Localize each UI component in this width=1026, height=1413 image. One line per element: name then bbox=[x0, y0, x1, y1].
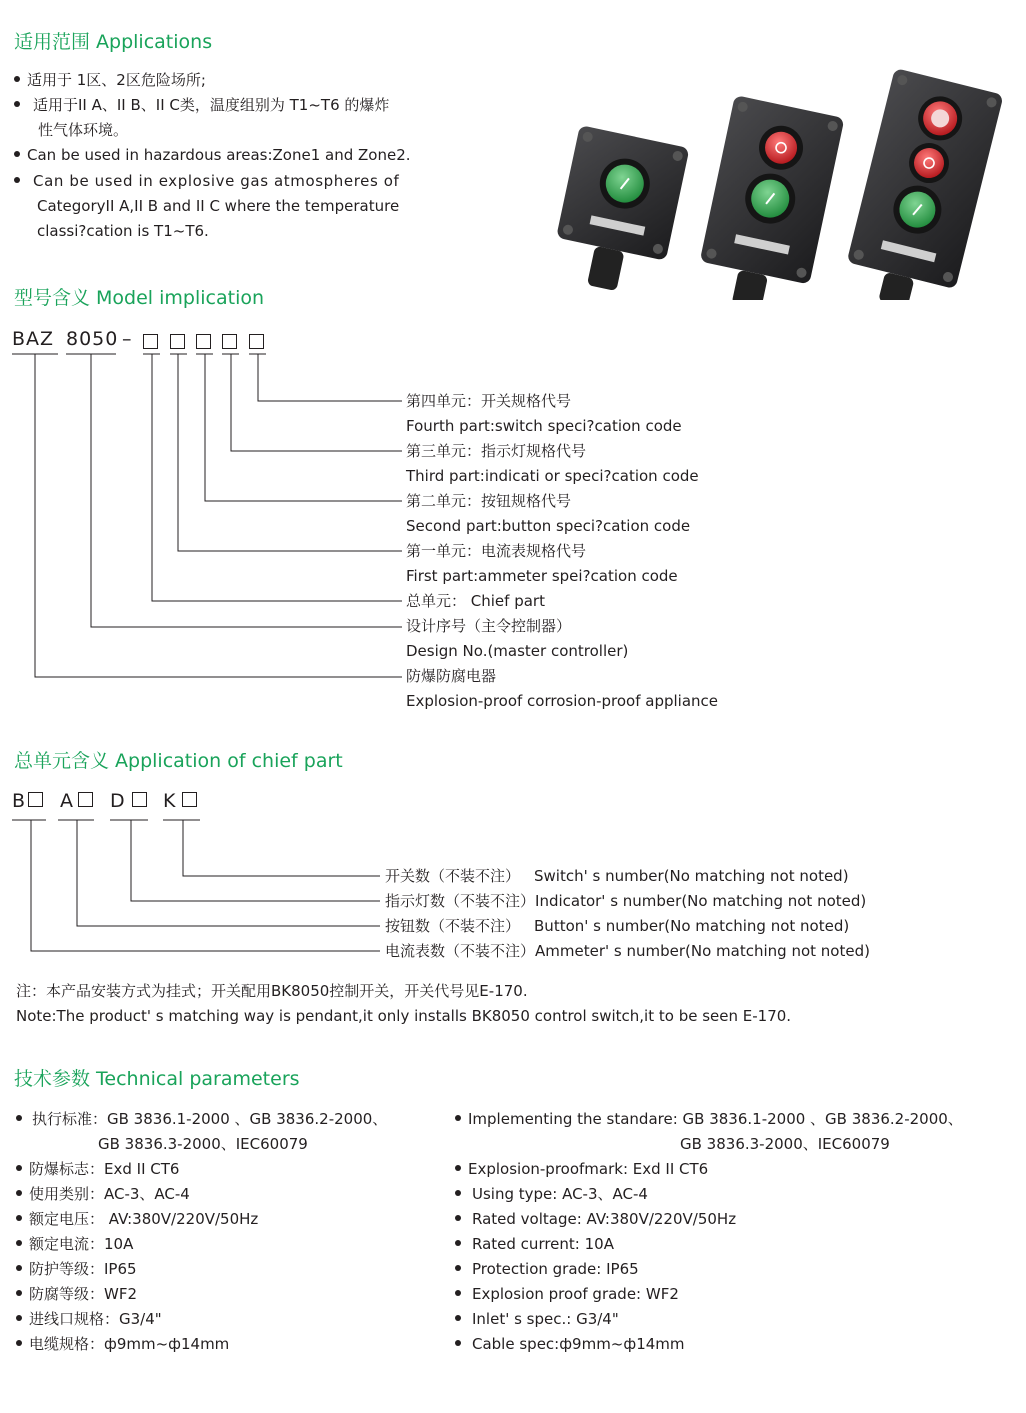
tech-cn-8: 进线口规格：G3/4" bbox=[16, 1307, 162, 1332]
tech-heading: 技术参数 Technical parameters bbox=[14, 1068, 300, 1090]
model-label-4-en: First part:ammeter spei?cation code bbox=[406, 567, 678, 585]
model-label-6-en: Design No.(master controller) bbox=[406, 642, 629, 660]
tech-cn-9: 电缆规格：ф9mm~ф14mm bbox=[16, 1332, 229, 1357]
bullet-icon bbox=[455, 1315, 461, 1321]
code-dash: – bbox=[122, 328, 133, 350]
bullet-icon bbox=[455, 1115, 461, 1121]
tech-en-4: Rated voltage: AV:380V/220V/50Hz bbox=[455, 1207, 736, 1232]
model-label-7-cn: 防爆防腐电器 bbox=[406, 667, 497, 685]
tech-en-7: Explosion proof grade: WF2 bbox=[455, 1282, 679, 1307]
code-box-4 bbox=[222, 333, 237, 352]
chief-row-1: 开关数（不装不注） Switch' s number(No matching not noted) bbox=[385, 867, 849, 885]
control-box-2 bbox=[692, 95, 844, 300]
bullet-icon bbox=[16, 1290, 22, 1296]
bullet-icon bbox=[16, 1340, 22, 1346]
model-label-1-cn: 第四单元：开关规格代号 bbox=[406, 392, 572, 410]
chief-letter-a: A bbox=[60, 790, 93, 812]
tech-cn-4: 额定电压： AV:380V/220V/50Hz bbox=[16, 1207, 258, 1232]
applications-heading: 适用范围 Applications bbox=[14, 31, 213, 53]
bullet-icon bbox=[455, 1165, 461, 1171]
app-en-2a-text: Can be used in explosive gas atmospheres of bbox=[33, 172, 400, 190]
bullet-icon bbox=[455, 1290, 461, 1296]
tech-en-1: GB 3836.3-2000、IEC60079 bbox=[680, 1135, 890, 1153]
model-label-6-cn: 设计序号（主令控制器） bbox=[406, 617, 572, 635]
bullet-icon bbox=[16, 1215, 22, 1221]
model-label-3-cn: 第二单元：按钮规格代号 bbox=[406, 492, 572, 510]
code-box-2 bbox=[170, 333, 185, 352]
model-label-3-en: Second part:button speci?cation code bbox=[406, 517, 691, 535]
app-en-1-text: Can be used in hazardous areas:Zone1 and Zone2. bbox=[27, 146, 411, 164]
tech-cn-6: 防护等级：IP65 bbox=[16, 1257, 137, 1282]
bullet-icon bbox=[455, 1265, 461, 1271]
chief-row-3: 按钮数（不装不注） Button' s number(No matching not noted) bbox=[385, 917, 850, 935]
tech-en-2: Explosion-proofmark: Exd II CT6 bbox=[455, 1157, 708, 1182]
bullet-icon bbox=[16, 1190, 22, 1196]
chief-letter-d: D bbox=[110, 790, 147, 812]
tech-cn-3: 使用类别：AC-3、AC-4 bbox=[16, 1182, 190, 1207]
model-label-4-cn: 第一单元：电流表规格代号 bbox=[406, 542, 587, 560]
bullet-icon bbox=[16, 1165, 22, 1171]
chief-row-2: 指示灯数（不装不注）Indicator' s number(No matching not noted) bbox=[385, 892, 867, 910]
tech-en-5: Rated current: 10A bbox=[455, 1232, 614, 1257]
note-en: Note:The product' s matching way is pendant,it only installs BK8050 control switch,it to be seen E-170. bbox=[16, 1007, 792, 1025]
control-box-1 bbox=[548, 125, 690, 300]
tech-cn-7: 防腐等级：WF2 bbox=[16, 1282, 137, 1307]
chief-letter-b: B bbox=[12, 790, 43, 812]
model-label-5-cn: 总单元： Chief part bbox=[406, 592, 545, 610]
bullet-icon bbox=[455, 1190, 461, 1196]
app-cn-2b-text: 性气体环境。 bbox=[38, 121, 129, 139]
tech-en-3: Using type: AC-3、AC-4 bbox=[455, 1182, 648, 1207]
model-label-7-en: Explosion-proof corrosion-proof appliance bbox=[406, 692, 718, 710]
code-box-1 bbox=[143, 333, 158, 352]
code-box-3 bbox=[196, 333, 211, 352]
app-en-2b-text: CategoryII A,II B and II C where the temperature bbox=[37, 197, 400, 215]
bullet-icon bbox=[455, 1340, 461, 1346]
bullet-icon bbox=[455, 1240, 461, 1246]
model-label-2-en: Third part:indicati or speci?cation code bbox=[406, 467, 699, 485]
tech-en-8: Inlet' s spec.: G3/4" bbox=[455, 1307, 619, 1332]
model-code bbox=[12, 328, 54, 350]
tech-cn-2: 防爆标志：Exd II CT6 bbox=[16, 1157, 179, 1182]
app-cn-2a-text: 适用于II A、II B、II C类，温度组别为 T1~T6 的爆炸 bbox=[33, 96, 390, 114]
chief-row-4: 电流表数（不装不注）Ammeter' s number(No matching not noted) bbox=[385, 942, 870, 960]
app-cn-1-text: 适用于 1区、2区危险场所; bbox=[27, 71, 206, 89]
app-en-2c-text: classi?cation is T1~T6. bbox=[37, 222, 209, 240]
product-photo bbox=[0, 0, 1026, 300]
chief-letter-k: K bbox=[163, 790, 197, 812]
tech-cn-0: 执行标准：GB 3836.1-2000 、GB 3836.2-2000、 bbox=[16, 1107, 387, 1132]
code-baz: BAZ bbox=[12, 328, 55, 350]
tech-en-6: Protection grade: IP65 bbox=[455, 1257, 639, 1282]
chief-heading: 总单元含义 Application of chief part bbox=[14, 750, 343, 772]
code-number: 8050 bbox=[66, 328, 119, 350]
model-label-2-cn: 第三单元：指示灯规格代号 bbox=[406, 442, 587, 460]
model-heading: 型号含义 Model implication bbox=[14, 287, 265, 309]
bullet-icon bbox=[16, 1115, 22, 1121]
tech-cn-1: GB 3836.3-2000、IEC60079 bbox=[98, 1135, 308, 1153]
bullet-icon bbox=[16, 1315, 22, 1321]
tech-en-0: Implementing the standare: GB 3836.1-2000 、GB 3836.2-2000、 bbox=[455, 1107, 963, 1132]
tech-cn-5: 额定电流：10A bbox=[16, 1232, 133, 1257]
note-cn: 注：本产品安装方式为挂式；开关配用BK8050控制开关，开关代号见E-170. bbox=[16, 982, 528, 1000]
bullet-icon bbox=[16, 1265, 22, 1271]
code-box-5 bbox=[249, 333, 264, 352]
bullet-icon bbox=[16, 1240, 22, 1246]
tech-en-9: Cable spec:ф9mm~ф14mm bbox=[455, 1332, 685, 1357]
control-box-3 bbox=[839, 68, 1003, 300]
model-label-1-en: Fourth part:switch speci?cation code bbox=[406, 417, 682, 435]
bullet-icon bbox=[455, 1215, 461, 1221]
